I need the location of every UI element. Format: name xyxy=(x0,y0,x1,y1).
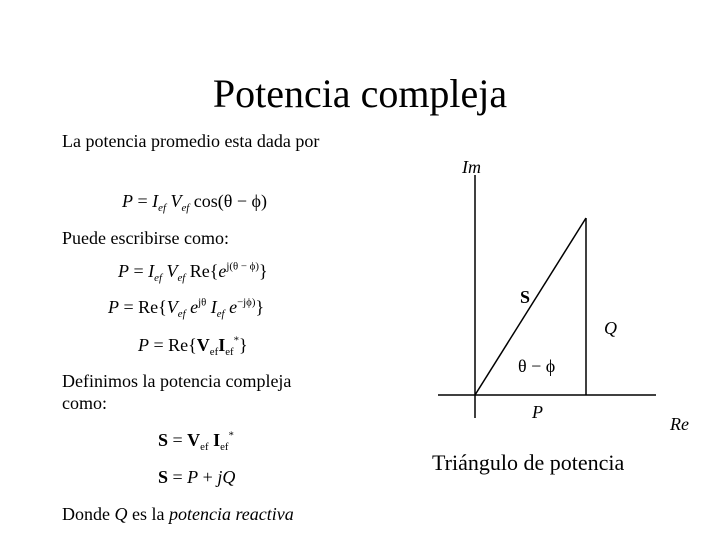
eq2-e: e xyxy=(218,261,227,281)
paragraph-definition: Definimos la potencia compleja como: xyxy=(62,371,292,413)
eq2-i: I xyxy=(148,261,155,281)
paragraph-rewrite: Puede escribirse como: xyxy=(62,228,229,248)
page-title: Potencia compleja xyxy=(212,71,508,116)
eq6-jq: jQ xyxy=(217,467,236,487)
eq3-exp2: −jϕ) xyxy=(237,296,256,309)
eq5-sub-ef1: ef xyxy=(200,440,209,453)
q-label: Q xyxy=(604,318,617,338)
eq2-exp: j(θ − ϕ) xyxy=(226,260,259,273)
eq1-sub-ef1: ef xyxy=(158,201,166,214)
eq5-sub-ef2: ef xyxy=(220,440,229,453)
eq1-rest: cos(θ − ϕ) xyxy=(189,191,267,211)
eq4-equals: = Re{ xyxy=(149,335,197,355)
donde-middle: es la xyxy=(127,504,169,524)
eq2-v: V xyxy=(161,261,178,281)
eq4-sub-ef2: ef xyxy=(225,345,234,358)
eq3-sub-ef2: ef xyxy=(216,307,225,320)
eq3-equals: = Re{ xyxy=(119,297,167,317)
eq3-close: } xyxy=(255,297,265,317)
eq5-i: I xyxy=(208,430,221,450)
angle-label: θ − ϕ xyxy=(518,356,556,376)
im-axis-label: Im xyxy=(462,157,481,177)
eq4-lhs: P xyxy=(138,335,149,355)
eq2-lhs: P xyxy=(118,261,129,281)
eq4-v: V xyxy=(196,335,210,355)
donde-q: Q xyxy=(114,504,128,524)
eq5-star: * xyxy=(228,429,234,442)
eq1-v: V xyxy=(165,191,182,211)
diagram-caption: Triángulo de potencia xyxy=(432,450,625,475)
intro-text: La potencia promedio esta dada por xyxy=(62,131,320,151)
eq6-equals: = xyxy=(168,467,188,487)
p-label: P xyxy=(532,402,543,422)
eq4-i: I xyxy=(218,335,226,355)
eq3-i: I xyxy=(206,297,217,317)
eq1-lhs: P xyxy=(122,191,133,211)
eq5-v: V xyxy=(187,430,201,450)
eq3-v: V xyxy=(166,297,178,317)
eq6-plus: + xyxy=(198,467,218,487)
eq4-star: * xyxy=(233,334,239,347)
eq3-exp1: jθ xyxy=(198,296,207,309)
eq3-e2: e xyxy=(224,297,238,317)
eq6-p: P xyxy=(187,467,199,487)
eq2-sub-ef2: ef xyxy=(177,271,186,284)
eq1-i: I xyxy=(152,191,159,211)
eq4-sub-ef1: ef xyxy=(209,345,219,358)
eq6-lhs: S xyxy=(158,467,169,487)
eq2-equals: = xyxy=(129,261,149,281)
eq3-sub-ef1: ef xyxy=(177,307,186,320)
eq5-equals: = xyxy=(168,430,188,450)
eq4-close: } xyxy=(239,335,248,355)
eq1-equals: = xyxy=(133,191,153,211)
eq2-re: Re{ xyxy=(185,261,219,281)
eq1-sub-ef2: ef xyxy=(181,201,190,214)
s-label: S xyxy=(520,287,531,307)
donde-prefix: Donde xyxy=(62,504,115,524)
eq3-e1: e xyxy=(185,297,199,317)
re-axis-label: Re xyxy=(670,414,689,434)
eq3-lhs: P xyxy=(108,297,119,317)
eq2-sub-ef1: ef xyxy=(154,271,162,284)
eq2-close: } xyxy=(258,261,268,281)
eq5-lhs: S xyxy=(158,430,169,450)
donde-term: potencia reactiva xyxy=(168,504,294,524)
